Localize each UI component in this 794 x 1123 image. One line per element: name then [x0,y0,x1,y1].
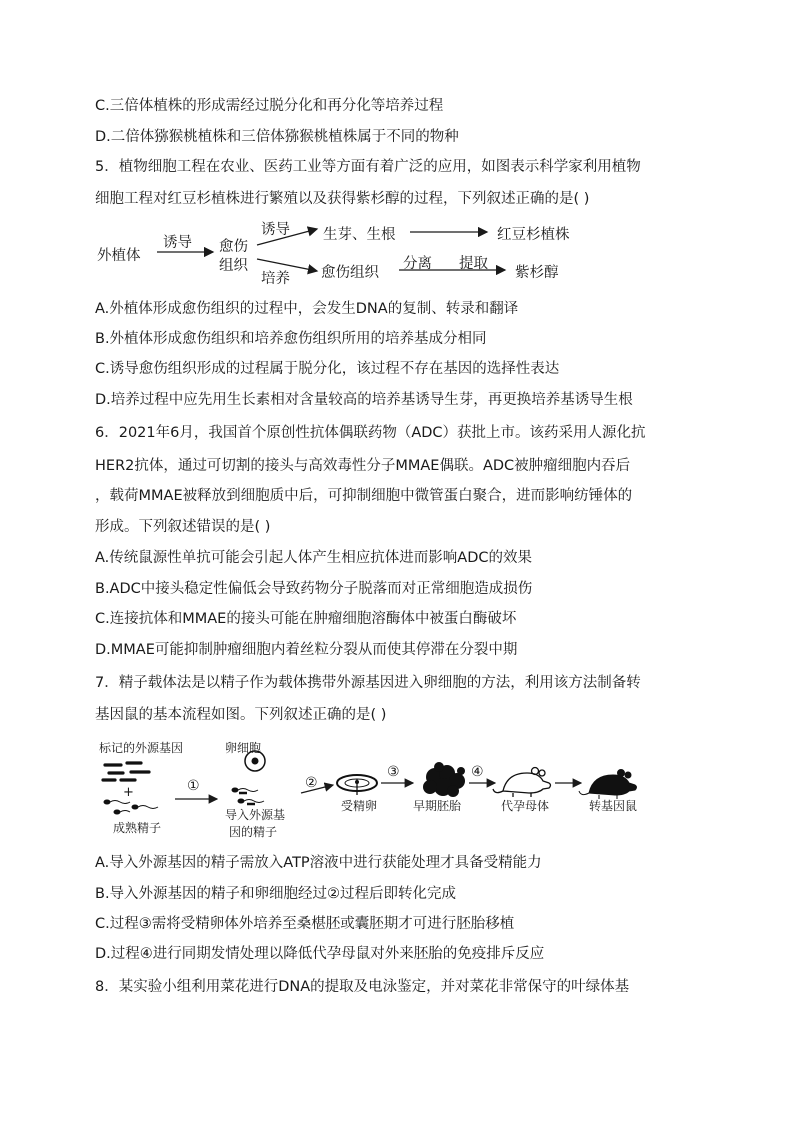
question-5-line-2: 细胞工程对红豆杉植株进行繁殖以及获得紫杉醇的过程，下列叙述正确的是( ) [95,191,590,207]
question-6-line-3: ，载荷MMAE被释放到细胞质中后，可抑制细胞中微管蛋白聚合，进而影响纺锤体的 [95,488,633,504]
sperm-with-gene-icons [232,788,264,804]
transgenic-mouse-label: 转基因鼠 [589,799,638,813]
surrogate-mouse-icon [493,768,551,798]
surrogate-label: 代孕母体 [501,799,550,813]
early-embryo-label: 早期胚胎 [413,799,462,813]
question-6-line-4: 形成。下列叙述错误的是( ) [95,519,271,535]
induce-label-1: 诱导 [163,235,192,251]
egg-cell-label: 卵细胞 [225,741,262,755]
option-d-q6: D.MMAE可能抑制肿瘤细胞内着丝粒分裂从而使其停滞在分裂中期 [95,642,518,658]
callus-label-top: 愈伤 [219,239,248,255]
labeled-gene-fragments [103,763,149,780]
option-c-q6: C.连接抗体和MMAE的接头可能在肿瘤细胞溶酶体中被蛋白酶破坏 [95,611,517,627]
option-c-q7: C.过程③需将受精卵体外培养至桑椹胚或囊胚期才可进行胚胎移植 [95,916,515,932]
step-2-label: ② [305,775,318,791]
separate-label: 分离 [403,256,432,272]
culture-label: 培养 [261,271,290,287]
option-d-q4: D.二倍体猕猴桃植株和三倍体猕猴桃植株属于不同的物种 [95,129,459,145]
transgenic-mouse-icon [579,770,637,800]
option-a-q6: A.传统鼠源性单抗可能会引起人体产生相应抗体进而影响ADC的效果 [95,550,532,566]
buds-roots-label: 生芽、生根 [323,227,396,243]
question-6-line-2: HER2抗体，通过可切割的接头与高效毒性分子MMAE偶联。ADC被肿瘤细胞内吞后 [95,458,631,474]
option-a-q7: A.导入外源基因的精子需放入ATP溶液中进行获能处理才具备受精能力 [95,855,542,871]
step-3-label: ③ [387,764,400,780]
question-5-line-1: 5．植物细胞工程在农业、医药工业等方面有着广泛的应用，如图表示科学家利用植物 [95,159,641,175]
option-a-q5: A.外植体形成愈伤组织的过程中，会发生DNA的复制、转录和翻译 [95,301,519,317]
option-b-q6: B.ADC中接头稳定性偏低会导致药物分子脱落而对正常细胞造成损伤 [95,581,533,597]
step-4-label: ④ [471,764,484,780]
option-d-q7: D.过程④进行同期发情处理以降低代孕母鼠对外来胚胎的免疫排斥反应 [95,946,545,962]
option-d-q5: D.培养过程中应先用生长素相对含量较高的培养基诱导生芽，再更换培养基诱导生根 [95,392,633,408]
callus-tissue-label: 愈伤组织 [321,265,379,281]
option-c-q5: C.诱导愈伤组织形成的过程属于脱分化，该过程不存在基因的选择性表达 [95,361,560,377]
induce-label-2: 诱导 [261,222,290,238]
extract-label: 提取 [459,256,488,272]
tissue-culture-diagram [95,215,615,289]
taxol-label: 紫杉醇 [515,265,559,281]
explant-label: 外植体 [97,248,141,264]
plus-sign: + [123,785,134,800]
question-6-line-1: 6．2021年6月，我国首个原创性抗体偶联药物（ADC）获批上市。该药采用人源化抗 [95,425,646,441]
callus-label-bottom: 组织 [219,258,248,274]
mature-sperm-label: 成熟精子 [113,821,162,835]
transgenic-mouse-diagram [95,735,655,845]
sperm-gene-label-2: 因的精子 [229,825,278,839]
fertilized-egg-icon [337,775,377,795]
question-8-line-1: 8．某实验小组利用菜花进行DNA的提取及电泳鉴定，并对菜花非常保守的叶绿体基 [95,979,630,995]
mature-sperm-icons [104,800,158,814]
option-c-q4: C.三倍体植株的形成需经过脱分化和再分化等培养过程 [95,98,444,114]
fertilized-egg-label: 受精卵 [341,799,378,813]
option-b-q5: B.外植体形成愈伤组织和培养愈伤组织所用的培养基成分相同 [95,331,487,347]
option-b-q7: B.导入外源基因的精子和卵细胞经过②过程后即转化完成 [95,886,457,902]
question-7-line-2: 基因鼠的基本流程如图。下列叙述正确的是( ) [95,707,387,723]
sperm-gene-label-1: 导入外源基 [225,808,286,822]
labeled-gene-label: 标记的外源基因 [99,741,184,755]
yew-plant-label: 红豆杉植株 [497,227,570,243]
early-embryo-icon [423,762,465,797]
question-7-line-1: 7．精子载体法是以精子作为载体携带外源基因进入卵细胞的方法，利用该方法制备转 [95,675,641,691]
step-1-label: ① [187,778,200,794]
